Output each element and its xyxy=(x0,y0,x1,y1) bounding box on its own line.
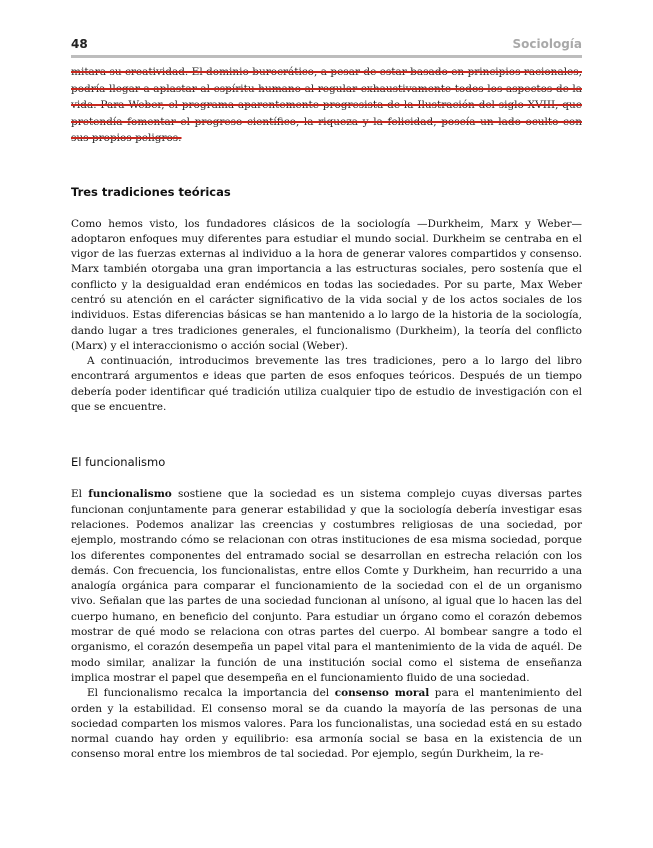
page-number: 48 xyxy=(71,37,88,51)
functionalism-paragraph-1 xyxy=(71,487,582,686)
p1-rest: sostiene que la sociedad es un sistema complejo cuyas diversas partes funcionan conjuntamente para generar estabilidad y que la sociología debería investigar esas relaciones. Podemos analizar las creencias y costumbres religiosas de una sociedad, por ejemplo, mostrando cómo se relacionan con otras instituciones de esa misma sociedad, porque los diferentes componentes del entramado social se desarrollan en estrecha relación con los demás. Con frecuencia, los funcionalistas, entre ellos Comte y Durkheim, han recurrido a una analogía orgánica para comparar el funcionamiento de la sociedad con el de un organismo vivo. Señalan que las partes de una sociedad funcionan al unísono, al igual que lo hacen las del cuerpo humano, en beneficio del conjunto. Para estudiar un órgano como el corazón debemos mostrar de qué modo se relaciona con otras partes del cuerpo. Al bombear sangre a todo el organismo, el corazón desempeña un papel vital para el mantenimiento de la vida de aquél. De modo similar, analizar la función de una institución social como el sistema de enseñanza implica mostrar el papel que desempeña en el funcionamiento fluido de una sociedad. xyxy=(71,488,582,684)
term-consenso-moral: consenso moral xyxy=(334,687,430,700)
functionalism-paragraph-2 xyxy=(71,686,582,762)
p2-rest: para el mantenimiento del orden y la estabilidad. El consenso moral se da cuando la mayoría de las personas de una sociedad comparten los mismos valores. Para los funcionalistas, una sociedad está en su estado normal cuando hay orden y equilibrio: esa armonía social se basa en la existencia de un consenso moral entre los miembros de tal sociedad. Por ejemplo, según Durkheim, la re- xyxy=(71,687,583,761)
p1-lead: El xyxy=(71,488,89,501)
section-paragraph-1: Como hemos visto, los fundadores clásicos de la sociología —Durkheim, Marx y Weber— adoptaron enfoques muy diferentes para estudiar el mundo social. Durkheim se centraba en el vigor de las fuerzas externas al individuo a la hora de generar valores compartidos y consenso. Marx también otorgaba una gran importancia a las estructuras sociales, pero sostenía que el conflicto y la desigualdad eran endémicos en todas las sociedades. Por su parte, Max Weber centró su atención en el carácter significativo de la vida social y de los actos sociales de los individuos. Estas diferencias básicas se han mantenido a lo largo de la historia de la sociología, dando lugar a tres tradiciones generales, el funcionalismo (Durkheim), la teoría del conflicto (Marx) y el interaccionismo o acción social (Weber). xyxy=(71,217,582,352)
running-head: Sociología xyxy=(512,37,582,51)
header-rule xyxy=(71,55,582,58)
subsection-title: El funcionalismo xyxy=(71,455,166,470)
section-title: Tres tradiciones teóricas xyxy=(71,184,231,199)
page-header xyxy=(71,34,582,56)
term-funcionalismo: funcionalismo xyxy=(88,488,172,501)
page-content xyxy=(71,64,582,763)
struck-through-paragraph: mitara su creatividad. El dominio burocrático, a pesar de estar basado en principios racionales, podría llegar a aplastar al espíritu humano al regular exhaustivamente todos los aspectos de la vida. Para Weber, el programa aparentemente progresista de la Ilustración del siglo XVIII, que pretendía fomentar el progreso científico, la riqueza y la felicidad, poseía un lado oculto con sus propios peligros. xyxy=(71,66,582,144)
section-paragraph-2: A continuación, introducimos brevemente las tres tradiciones, pero a lo largo del libro encontrará argumentos e ideas que parten de esos enfoques teóricos. Después de un tiempo debería poder identificar qué tradición utiliza cualquier tipo de estudio de investigación con el que se encuentre. xyxy=(71,355,582,414)
p2-lead: El funcionalismo recalca la importancia del xyxy=(87,687,335,700)
